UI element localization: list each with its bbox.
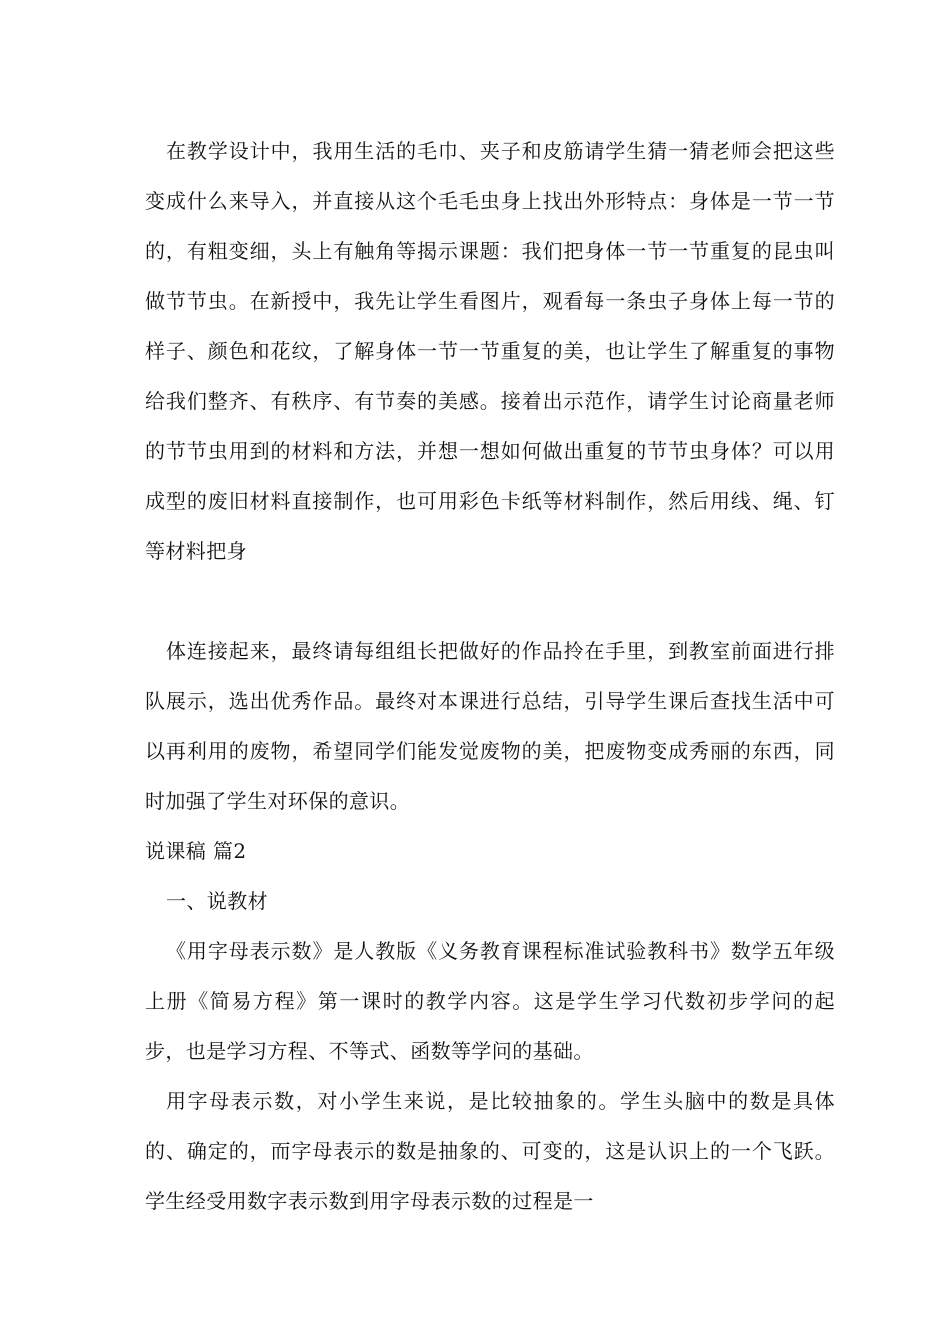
paragraph-teaching-design: 在教学设计中，我用生活的毛巾、夹子和皮筋请学生猜一猜老师会把这些变成什么来导入，并直接从这个毛毛虫身上找出外形特点：身体是一节一节的，有粗变细，头上有触角等揭示课题：我们把身体一节一节重复的昆虫叫做节节虫。在新授中，我先让学生看图片，观看每一条虫子身体上每一节的样子、颜色和花纹，了解身体一节一节重复的美，也让学生了解重复的事物给我们整齐、有秩序、有节奏的美感。接着出示范作，请学生讨论商量老师的节节虫用到的材料和方法，并想一想如何做出重复的节节虫身体？可以用成型的废旧材料直接制作，也可用彩色卡纸等材料制作，然后用线、绳、钉等材料把身 <box>145 139 835 563</box>
paragraph-connect-body: 体连接起来，最终请每组组长把做好的作品拎在手里，到教室前面进行排队展示，选出优秀作品。最终对本课进行总结，引导学生课后查找生活中可以再利用的废物，希望同学们能发觉废物的美，把废物变成秀丽的东西，同时加强了学生对环保的意识。 <box>145 639 835 813</box>
subsection-heading: 一、说教材 <box>166 889 268 913</box>
paragraph-textbook: 《用字母表示数》是人教版《义务教育课程标准试验教科书》数学五年级上册《简易方程》第一课时的教学内容。这是学生学习代数初步学问的起步，也是学习方程、不等式、函数等学问的基础。 <box>145 939 835 1063</box>
section-title: 说课稿 篇2 <box>145 839 247 863</box>
paragraph-letters-numbers: 用字母表示数，对小学生来说，是比较抽象的。学生头脑中的数是具体的、确定的，而字母表示的数是抽象的、可变的，这是认识上的一个飞跃。学生经受用数字表示数到用字母表示数的过程是一 <box>145 1089 835 1213</box>
